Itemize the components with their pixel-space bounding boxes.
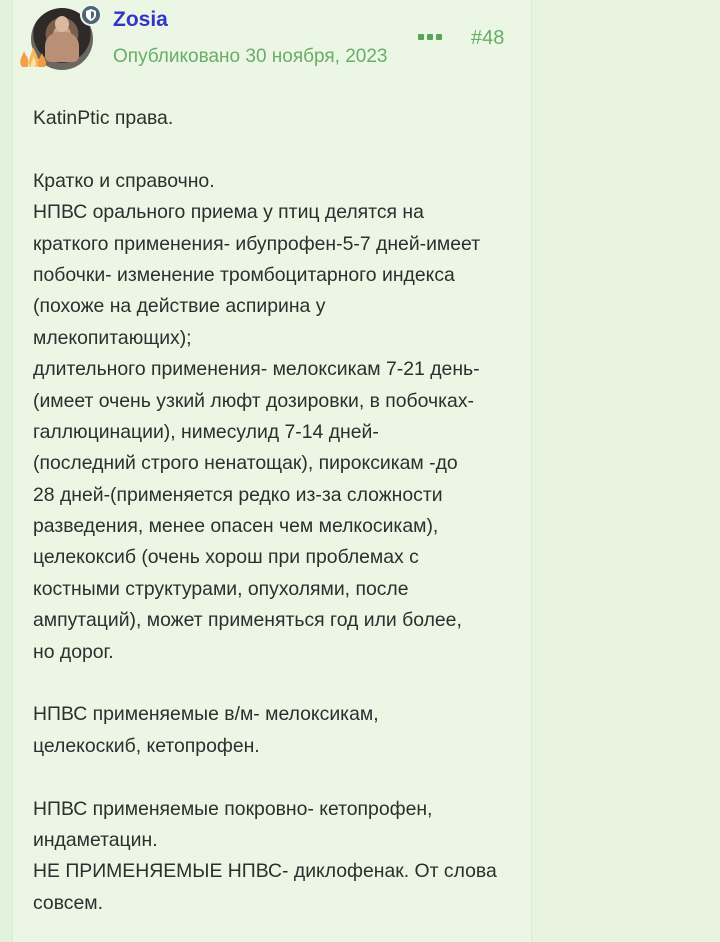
- content-line: (последний строго ненатощак), пироксикам -до: [33, 452, 458, 475]
- post-author[interactable]: Zosia: [113, 8, 168, 31]
- more-dots-icon[interactable]: [418, 31, 442, 43]
- content-line: индаметацин.: [33, 828, 158, 851]
- content-line: НЕ ПРИМЕНЯЕМЫЕ НПВС- диклофенак. От слова: [33, 860, 497, 883]
- post-content: [33, 103, 523, 919]
- content-line: целекоскиб, кетопрофен.: [33, 734, 260, 757]
- content-line: побочки- изменение тромбоцитарного индекса: [33, 263, 455, 286]
- right-margin: [531, 0, 720, 942]
- content-line: краткого применения- ибупрофен-5-7 дней-имеет: [33, 232, 481, 255]
- paragraph-gap: [33, 668, 523, 699]
- content-line: НПВС орального приема у птиц делятся на: [33, 201, 424, 224]
- avatar-head: [55, 16, 69, 32]
- content-line: целекоксиб (очень хорош при проблемах с: [33, 546, 419, 569]
- shield-icon: [80, 4, 102, 26]
- paragraph-gap: [33, 762, 523, 793]
- flame-icon: [18, 43, 48, 67]
- content-line: млекопитающих);: [33, 326, 192, 349]
- content-line: совсем.: [33, 891, 103, 914]
- avatar-torso: [45, 32, 79, 62]
- post-date[interactable]: Опубликовано 30 ноября, 2023: [113, 46, 388, 67]
- content-line: но дорог.: [33, 640, 114, 663]
- content-line: (похоже на действие аспирина у: [33, 295, 326, 318]
- content-line: НПВС применяемые покровно- кетопрофен,: [33, 797, 433, 820]
- content-line: KatinPtic права.: [33, 107, 174, 129]
- paragraph-gap: [33, 134, 523, 165]
- content-line: Кратко и справочно.: [33, 169, 215, 192]
- content-line: костными структурами, опухолями, после: [33, 577, 409, 600]
- post-number[interactable]: #48: [471, 27, 505, 49]
- content-line: (имеет очень узкий люфт дозировки, в побочках-: [33, 389, 474, 412]
- content-line: разведения, менее опасен чем мелкосикам),: [33, 515, 439, 538]
- content-line: галлюцинации), нимесулид 7-14 дней-: [33, 420, 379, 443]
- content-line: ампутаций), может применяться год или более,: [33, 609, 462, 632]
- content-line: 28 дней-(применяется редко из-за сложности: [33, 483, 443, 506]
- content-line: НПВС применяемые в/м- мелоксикам,: [33, 703, 379, 726]
- left-margin: [0, 0, 12, 942]
- content-line: длительного применения- мелоксикам 7-21 день-: [33, 358, 480, 381]
